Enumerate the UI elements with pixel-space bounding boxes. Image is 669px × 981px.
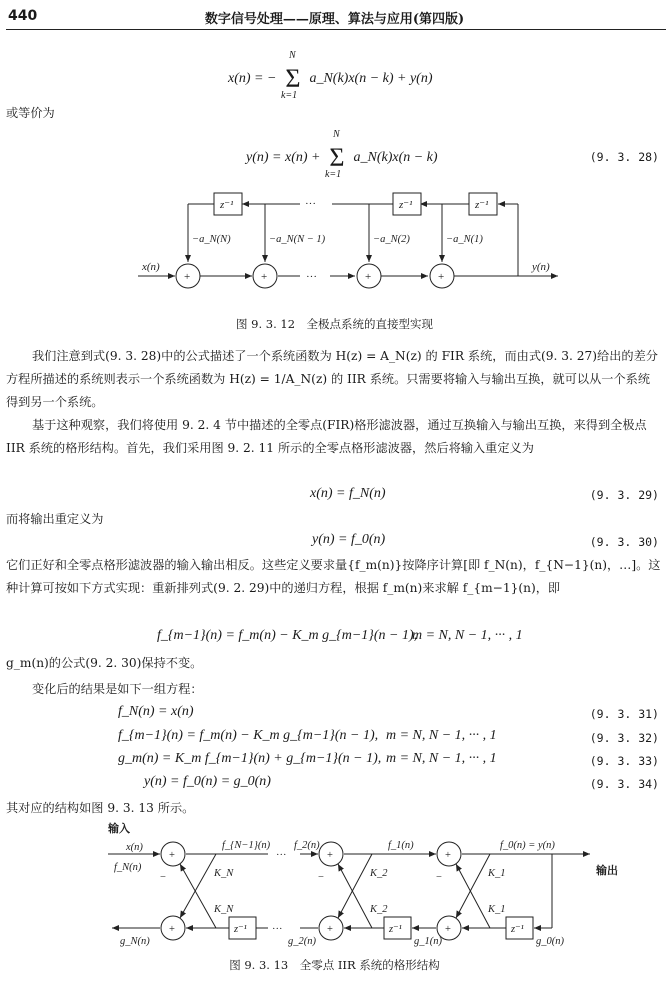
text-structure: 其对应的结构如图 9. 3. 13 所示。	[6, 801, 195, 815]
eqnum-9-3-34: (9. 3. 34)	[589, 777, 659, 791]
coeff-label: −a_N(N)	[192, 234, 231, 245]
delay-label: z⁻¹	[475, 199, 489, 211]
equation-9-3-32-range: m = N, N − 1, ··· , 1	[386, 728, 497, 743]
equation-9-3-29: x(n) = f_N(n)	[310, 486, 386, 501]
plus-sign: +	[445, 850, 451, 861]
equation-9-3-32: f_{m−1}(n) = f_m(n) − K_m g_{m−1}(n − 1),	[118, 728, 379, 743]
minus-sign: −	[318, 872, 324, 883]
equation-9-3-30: y(n) = f_0(n)	[312, 532, 386, 547]
minus-sign: −	[436, 872, 442, 883]
plus-sign: +	[169, 924, 175, 935]
input-word: 输入	[108, 823, 130, 835]
eqnum-9-3-28: (9. 3. 28)	[589, 150, 659, 164]
sum-symbol: N Σ k=1	[324, 129, 345, 180]
x-label: x(n)	[126, 842, 143, 853]
K1-label: K_1	[488, 868, 506, 879]
dots: ···	[276, 850, 287, 861]
paragraph-2: 基于这种观察，我们将使用 9. 2. 4 节中描述的全零点(FIR)格形滤波器，通过互换输入与输出互换，来得到全极点 IIR 系统的格形结构。首先，我们采用图 9. 2. 11 所示的全零点格形滤波器，然后将输入重定义为	[6, 418, 647, 455]
text-equivalent: 或等价为	[6, 106, 55, 120]
eqnum-9-3-33: (9. 3. 33)	[589, 754, 659, 768]
coeff-label: −a_N(2)	[373, 234, 410, 245]
coeff-label: −a_N(1)	[446, 234, 483, 245]
eqnum-9-3-32: (9. 3. 32)	[589, 731, 659, 745]
K1-label: K_1	[488, 904, 506, 915]
paragraph-3: 它们正好和全零点格形滤波器的输入输出相反。这些定义要求量{f_m(n)}按降序计算[即 f_N(n)，f_{N−1}(n)，…]。这种计算可按如下方式实现：重新排列式(9. 2. 29)中的递归方程，根据 f_m(n)来求解 f_{m−1}(n)，即	[6, 558, 661, 595]
plus-sign: +	[327, 850, 333, 861]
book-title: 数字信号处理——原理、算法与应用(第四版)	[204, 12, 465, 27]
dots: ···	[272, 924, 283, 935]
page-number: 440	[8, 8, 38, 24]
equation-9-3-33-range: m = N, N − 1, ··· , 1	[386, 751, 497, 766]
g0-label: g_0(n)	[536, 936, 564, 947]
g2-label: g_2(n)	[288, 936, 316, 947]
minus-sign: −	[160, 872, 166, 883]
delay-label: z⁻¹	[399, 199, 413, 211]
fN-label: f_N(n)	[114, 862, 142, 873]
KN-label: K_N	[214, 904, 234, 915]
plus-sign: +	[261, 271, 268, 283]
output-label: y(n)	[532, 261, 550, 273]
plus-sign: +	[169, 850, 175, 861]
eqnum-9-3-30: (9. 3. 30)	[589, 535, 659, 549]
figure-caption-9-3-12: 图 9. 3. 12 全极点系统的直接型实现	[235, 317, 434, 331]
equation-9-3-28: y(n) = x(n) + N Σ k=1 a_N(k)x(n − k)	[246, 129, 438, 180]
equation-9-3-34: y(n) = f_0(n) = g_0(n)	[144, 774, 271, 789]
eqnum-9-3-31: (9. 3. 31)	[589, 707, 659, 721]
plus-sign: +	[445, 924, 451, 935]
figure-caption-9-3-13: 图 9. 3. 13 全零点 IIR 系统的格形结构	[229, 958, 440, 972]
delay-label: z⁻¹	[234, 924, 247, 935]
equation-recursion: f_{m−1}(n) = f_m(n) − K_m g_{m−1}(n − 1),	[157, 628, 418, 643]
f2-label: f_2(n)	[294, 840, 320, 851]
plus-sign: +	[438, 271, 445, 283]
delay-label: z⁻¹	[511, 924, 524, 935]
equation-top	[228, 50, 433, 101]
plus-sign: +	[365, 271, 372, 283]
output-word: 输出	[596, 865, 618, 877]
KN-label: K_N	[214, 868, 234, 879]
dots: ···	[305, 198, 316, 210]
fN1-label: f_{N−1}(n)	[222, 840, 271, 851]
coeff-label: −a_N(N − 1)	[269, 234, 326, 245]
paragraph-1: 我们注意到式(9. 3. 28)中的公式描述了一个系统函数为 H(z) = A_N(z) 的 FIR 系统，而由式(9. 3. 27)给出的差分方程所描述的系统则表示一个系统函数为 H(z) = 1/A_N(z) 的 IIR 系统。只需要将输入与输出互换，就可以从一个系统得到另一个系统。	[6, 349, 658, 409]
g1-label: g_1(n)	[414, 936, 442, 947]
sum-symbol: N Σ k=1	[280, 50, 301, 101]
f0-label: f_0(n) = y(n)	[500, 840, 555, 851]
text-gm: g_m(n)的公式(9. 2. 30)保持不变。	[6, 656, 203, 670]
figure-9-3-12	[0, 186, 669, 301]
K2-label: K_2	[370, 904, 388, 915]
equation-9-3-31: f_N(n) = x(n)	[118, 704, 194, 719]
equation-recursion-range: m = N, N − 1, ··· , 1	[412, 628, 523, 643]
text-output-redef: 而将输出重定义为	[6, 512, 104, 526]
equation-top-rhs: a_N(k)x(n − k) + y(n)	[309, 71, 433, 87]
delay-label: z⁻¹	[389, 924, 402, 935]
header-rule	[6, 29, 666, 30]
input-label: x(n)	[142, 261, 160, 273]
plus-sign: +	[327, 924, 333, 935]
figure-9-3-13	[0, 818, 669, 958]
K2-label: K_2	[370, 868, 388, 879]
text-result: 变化后的结果是如下一组方程：	[32, 682, 203, 696]
eqnum-9-3-29: (9. 3. 29)	[589, 488, 659, 502]
f1-label: f_1(n)	[388, 840, 414, 851]
equation-9-3-33: g_m(n) = K_m f_{m−1}(n) + g_{m−1}(n − 1),	[118, 751, 382, 766]
delay-label: z⁻¹	[220, 199, 234, 211]
equation-top-lhs: x(n) = −	[228, 71, 277, 87]
plus-sign: +	[184, 271, 191, 283]
gN-label: g_N(n)	[120, 936, 150, 947]
dots: ···	[306, 271, 317, 283]
